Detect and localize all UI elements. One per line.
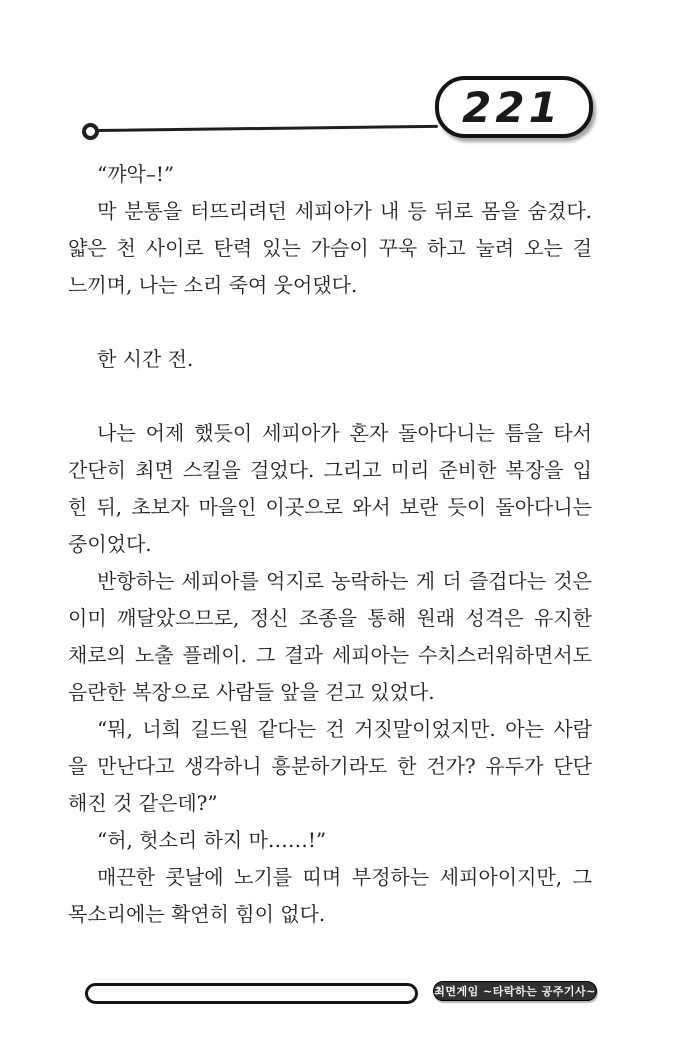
text-line: 중이었다. bbox=[68, 532, 152, 556]
text-line: 느끼며, 나는 소리 죽여 웃어댔다. bbox=[68, 273, 358, 297]
page-number: 221 bbox=[462, 82, 562, 132]
text-line: 막 분통을 터뜨리려던 세피아가 내 등 뒤로 몸을 숨겼다. bbox=[97, 199, 592, 223]
text-line: 채로의 노출 플레이. 그 결과 세피아는 수치스러워하면서도 bbox=[68, 643, 592, 667]
body-text bbox=[68, 156, 592, 933]
text-line: 이미 깨달았으므로, 정신 조종을 통해 원래 성격은 유지한 bbox=[68, 606, 592, 630]
page-number-badge bbox=[435, 76, 593, 138]
text-line: 나는 어제 했듯이 세피아가 혼자 돌아다니는 틈을 타서 bbox=[97, 421, 592, 445]
text-line: 얇은 천 사이로 탄력 있는 가슴이 꾸욱 하고 눌려 오는 걸 bbox=[68, 236, 592, 260]
series-title-badge bbox=[433, 981, 597, 1001]
text-line: 간단히 최면 스킬을 걸었다. 그리고 미리 준비한 복장을 입 bbox=[68, 458, 592, 482]
text-line: 반항하는 세피아를 억지로 농락하는 게 더 즐겁다는 것은 bbox=[97, 569, 592, 593]
text-line: 목소리에는 확연히 힘이 없다. bbox=[68, 902, 326, 926]
text-line: “꺄악–!” bbox=[97, 162, 175, 186]
blank-line bbox=[68, 378, 592, 415]
text-line: “뭐, 너희 길드원 같다는 건 거짓말이었지만. 아는 사람 bbox=[97, 717, 592, 741]
blank-line bbox=[68, 304, 592, 341]
header-connector-line bbox=[96, 125, 438, 132]
footer-pill bbox=[85, 983, 418, 1004]
text-line: 힌 뒤, 초보자 마을인 이곳으로 와서 보란 듯이 돌아다니는 bbox=[68, 495, 592, 519]
text-line: “허, 헛소리 하지 마……!” bbox=[97, 828, 327, 852]
text-line: 해진 것 같은데?” bbox=[68, 791, 218, 815]
series-title: 최면게임 ~타락하는 공주기사~ bbox=[434, 985, 596, 998]
text-line: 음란한 복장으로 사람들 앞을 걷고 있었다. bbox=[68, 680, 435, 704]
text-line: 을 만난다고 생각하니 흥분하기라도 한 건가? 유두가 단단 bbox=[68, 754, 592, 778]
text-line: 매끈한 콧날에 노기를 띠며 부정하는 세피아이지만, 그 bbox=[97, 865, 592, 889]
text-line: 한 시간 전. bbox=[97, 347, 194, 371]
